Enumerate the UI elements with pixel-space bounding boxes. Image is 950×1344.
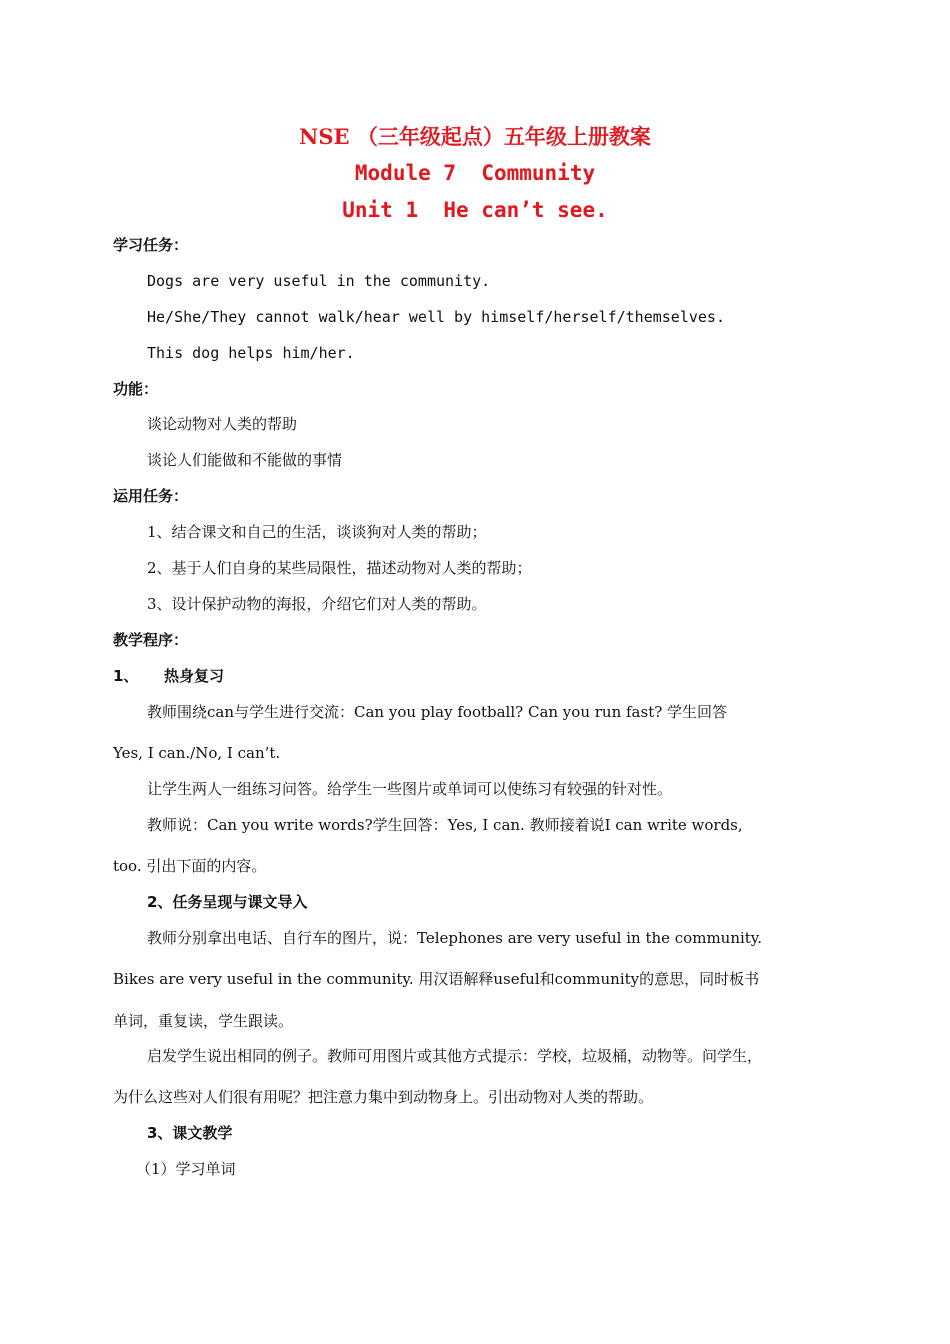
paragraph-line: 教师围绕can与学生进行交流：Can you play football? Can you run fast? 学生回答 xyxy=(147,703,728,721)
application-task-item: 2、基于人们自身的某些局限性，描述动物对人类的帮助； xyxy=(147,559,532,577)
functions-heading: 功能： xyxy=(113,380,159,398)
paragraph-line: Bikes are very useful in the community. 用汉语解释useful和community的意思，同时板书 xyxy=(113,970,760,988)
paragraph-line: 教师分别拿出电话、自行车的图片，说：Telephones are very useful in the community. xyxy=(147,929,763,947)
step1-heading xyxy=(113,665,224,687)
paragraph-line: too. 引出下面的内容。 xyxy=(113,857,267,875)
document-title: NSE （三年级起点）五年级上册教案 xyxy=(299,124,651,149)
step3-sub-item: （1）学习单词 xyxy=(136,1160,236,1178)
learning-task-item: He/She/They cannot walk/hear well by himself/herself/themselves. xyxy=(147,308,725,326)
paragraph-line: 启发学生说出相同的例子。教师可用图片或其他方式提示：学校，垃圾桶，动物等。问学生， xyxy=(147,1047,763,1065)
step2-heading: 2、任务呈现与课文导入 xyxy=(147,893,308,911)
learning-task-item: This dog helps him/her. xyxy=(147,344,355,362)
unit-title: Unit 1 He can’t see. xyxy=(342,198,608,222)
application-task-item: 1、结合课文和自己的生活，谈谈狗对人类的帮助； xyxy=(147,523,487,541)
paragraph-line: 为什么这些对人们很有用呢？把注意力集中到动物身上。引出动物对人类的帮助。 xyxy=(113,1088,654,1106)
function-item: 谈论动物对人类的帮助 xyxy=(147,415,298,433)
paragraph-line: Yes, I can./No, I can’t. xyxy=(113,744,281,762)
learning-task-item: Dogs are very useful in the community. xyxy=(147,272,491,290)
step1-number: 1、 xyxy=(113,667,139,685)
function-item: 谈论人们能做和不能做的事情 xyxy=(147,451,343,469)
procedure-heading: 教学程序： xyxy=(113,631,189,649)
application-tasks-heading: 运用任务： xyxy=(113,487,189,505)
paragraph-line: 单词，重复读，学生跟读。 xyxy=(113,1012,294,1030)
application-task-item: 3、设计保护动物的海报，介绍它们对人类的帮助。 xyxy=(147,595,487,613)
step3-heading: 3、课文教学 xyxy=(147,1124,233,1142)
learning-tasks-heading: 学习任务： xyxy=(113,236,189,254)
paragraph-line: 教师说：Can you write words?学生回答：Yes, I can. 教师接着说I can write words, xyxy=(147,816,743,834)
step1-title: 热身复习 xyxy=(164,667,225,685)
paragraph-line: 让学生两人一组练习问答。给学生一些图片或单词可以使练习有较强的针对性。 xyxy=(147,780,673,798)
module-title: Module 7 Community xyxy=(354,161,596,185)
